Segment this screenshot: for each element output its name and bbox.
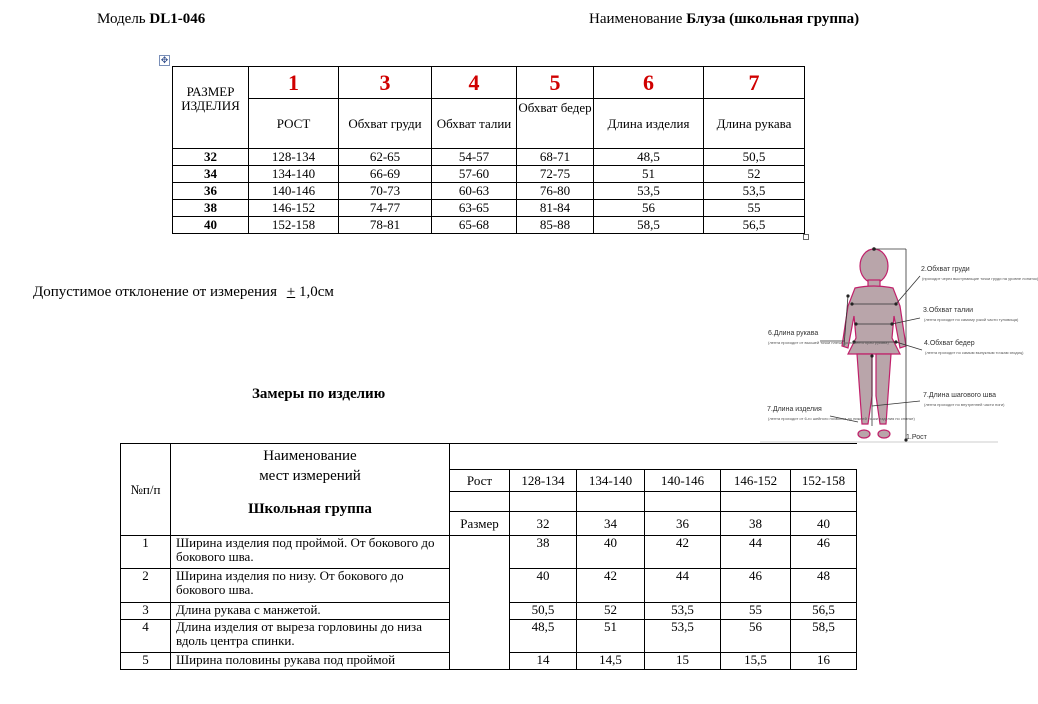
value-cell: 56,5 [704, 217, 805, 234]
table-row [121, 536, 857, 569]
name-value: Блуза (школьная группа) [686, 11, 860, 27]
group-label: Школьная группа [248, 501, 372, 517]
height-header: 146-152 [721, 470, 791, 492]
table-resize-handle[interactable] [803, 234, 809, 240]
size-header: 38 [721, 512, 791, 536]
value-cell: 76-80 [517, 183, 594, 200]
value-cell: 56 [721, 620, 791, 653]
value-cell: 16 [791, 653, 857, 670]
razmer-column-spacer [450, 536, 510, 670]
column-number: 3 [339, 67, 432, 99]
row-number: 4 [121, 620, 171, 653]
measurement-figure [760, 246, 1038, 446]
tolerance-value: 1,0см [298, 284, 334, 300]
value-cell: 15 [645, 653, 721, 670]
name-header [171, 444, 450, 536]
value-cell: 58,5 [594, 217, 704, 234]
row-number: 3 [121, 603, 171, 620]
value-cell: 53,5 [704, 183, 805, 200]
row-number: 5 [121, 653, 171, 670]
value-cell: 70-73 [339, 183, 432, 200]
table-row [173, 200, 805, 217]
value-cell: 53,5 [645, 620, 721, 653]
size-cell: 32 [173, 149, 249, 166]
name-header-line1: Наименование [263, 448, 357, 464]
value-cell: 72-75 [517, 166, 594, 183]
value-cell: 50,5 [704, 149, 805, 166]
table-row [173, 166, 805, 183]
column-header: Длина изделия [594, 99, 704, 149]
figure-label-hips: 4.Обхват бедер [924, 340, 975, 347]
figure-note-waist: (лента проходит по самому узкой части туловища) [924, 317, 1019, 322]
value-cell: 48 [791, 569, 857, 603]
figure-label-sleeve: 6.Длина рукава [768, 330, 819, 337]
value-cell: 54-57 [432, 149, 517, 166]
height-header: 128-134 [510, 470, 577, 492]
value-cell: 55 [704, 200, 805, 217]
value-cell: 50,5 [510, 603, 577, 620]
value-cell: 78-81 [339, 217, 432, 234]
value-cell: 53,5 [645, 603, 721, 620]
value-cell: 15,5 [721, 653, 791, 670]
table-row [173, 217, 805, 234]
size-header: 32 [510, 512, 577, 536]
column-number: 6 [594, 67, 704, 99]
value-cell: 55 [721, 603, 791, 620]
value-cell: 44 [645, 569, 721, 603]
value-cell: 60-63 [432, 183, 517, 200]
size-cell: 36 [173, 183, 249, 200]
size-table [172, 66, 805, 234]
figure-label-chest: 2.Обхват груди [921, 266, 970, 273]
value-cell: 63-65 [432, 200, 517, 217]
value-cell: 152-158 [249, 217, 339, 234]
value-cell: 14 [510, 653, 577, 670]
blank-cell [721, 492, 791, 512]
blank-cell [510, 492, 577, 512]
value-cell: 146-152 [249, 200, 339, 217]
value-cell: 140-146 [249, 183, 339, 200]
figure-note-chest: (проходит через выступающие точки груди на уровне лопаток) [922, 276, 1038, 281]
row-name: Ширина изделия по низу. От бокового до бокового шва. [171, 569, 450, 603]
model-label: Модель [97, 11, 146, 27]
figure-note-sleeve: (лента проходит от высшей точки плеча до нижнего края рукава) [768, 340, 889, 345]
value-cell: 62-65 [339, 149, 432, 166]
value-cell: 38 [510, 536, 577, 569]
row-number: 1 [121, 536, 171, 569]
value-cell: 85-88 [517, 217, 594, 234]
table-move-handle-icon[interactable]: ✥ [160, 55, 169, 65]
figure-label-waist: 3.Обхват талии [923, 307, 974, 314]
value-cell: 14,5 [577, 653, 645, 670]
table-row [173, 149, 805, 166]
value-cell: 52 [577, 603, 645, 620]
figure-note-hips: (лента проходит по самым выпуклым точкам ягодиц) [925, 350, 1024, 355]
row-name: Ширина изделия под проймой. От бокового до бокового шва. [171, 536, 450, 569]
column-header: Обхват груди [339, 99, 432, 149]
value-cell: 56,5 [791, 603, 857, 620]
figure-label-inseam: 7.Длина шагового шва [923, 392, 996, 399]
row-number: 2 [121, 569, 171, 603]
value-cell: 52 [704, 166, 805, 183]
column-number: 5 [517, 67, 594, 99]
height-header: 134-140 [577, 470, 645, 492]
column-number: 4 [432, 67, 517, 99]
figure-label-length: 7.Длина изделия [767, 406, 822, 413]
value-cell: 58,5 [791, 620, 857, 653]
size-cell: 40 [173, 217, 249, 234]
size-header: 36 [645, 512, 721, 536]
row-name: Длина рукава с манжетой. [171, 603, 450, 620]
row-name: Ширина половины рукава под проймой [171, 653, 450, 670]
size-cell: 34 [173, 166, 249, 183]
measure-section-title: Замеры по изделию [252, 386, 386, 402]
value-cell: 68-71 [517, 149, 594, 166]
column-header: РОСТ [249, 99, 339, 149]
value-cell: 128-134 [249, 149, 339, 166]
rost-label: Рост [450, 470, 510, 492]
model-value: DL1-046 [149, 11, 206, 27]
name-label: Наименование [589, 11, 683, 27]
razmer-label: Размер [450, 512, 510, 536]
value-cell: 65-68 [432, 217, 517, 234]
value-cell: 44 [721, 536, 791, 569]
value-cell: 42 [645, 536, 721, 569]
blank-cell [450, 492, 510, 512]
column-header: Обхват талии [432, 99, 517, 149]
figure-label-height: 1.Рост [906, 434, 927, 441]
value-cell: 57-60 [432, 166, 517, 183]
value-cell: 51 [577, 620, 645, 653]
size-header: 40 [791, 512, 857, 536]
size-cell: 38 [173, 200, 249, 217]
blank-cell [791, 492, 857, 512]
size-header: 34 [577, 512, 645, 536]
value-cell: 40 [510, 569, 577, 603]
measurement-table [120, 443, 857, 670]
num-header: №п/п [121, 444, 171, 536]
model-heading [97, 11, 205, 28]
value-cell: 51 [594, 166, 704, 183]
column-number: 7 [704, 67, 805, 99]
value-cell: 81-84 [517, 200, 594, 217]
column-header: Длина рукава [704, 99, 805, 149]
column-header: Обхват бедер [517, 99, 594, 149]
value-cell: 56 [594, 200, 704, 217]
tolerance-text: Допустимое отклонение от измерения [33, 284, 277, 300]
blank-cell [577, 492, 645, 512]
value-cell: 48,5 [510, 620, 577, 653]
column-number: 1 [249, 67, 339, 99]
height-header: 152-158 [791, 470, 857, 492]
value-cell: 40 [577, 536, 645, 569]
value-cell: 53,5 [594, 183, 704, 200]
tolerance-note [33, 284, 334, 301]
value-cell: 134-140 [249, 166, 339, 183]
value-cell: 42 [577, 569, 645, 603]
height-header: 140-146 [645, 470, 721, 492]
row-name: Длина изделия от выреза горловины до низа вдоль центра спинки. [171, 620, 450, 653]
size-corner-header: РАЗМЕР ИЗДЕЛИЯ [173, 67, 249, 149]
name-header-line2: мест измерений [259, 468, 361, 484]
value-cell: 46 [721, 569, 791, 603]
value-cell: 48,5 [594, 149, 704, 166]
header-spacer [450, 444, 857, 470]
table-row [173, 183, 805, 200]
product-name-heading [589, 11, 859, 28]
plus-minus-sign: + [286, 284, 296, 300]
figure-note-inseam: (лента проходит по внутренней части ноги) [924, 402, 1005, 407]
value-cell: 46 [791, 536, 857, 569]
figure-note-length: (лента проходит от 6-го шейного позвонка до нижней точки изделия по спинке) [768, 416, 915, 421]
value-cell: 66-69 [339, 166, 432, 183]
blank-cell [645, 492, 721, 512]
value-cell: 74-77 [339, 200, 432, 217]
